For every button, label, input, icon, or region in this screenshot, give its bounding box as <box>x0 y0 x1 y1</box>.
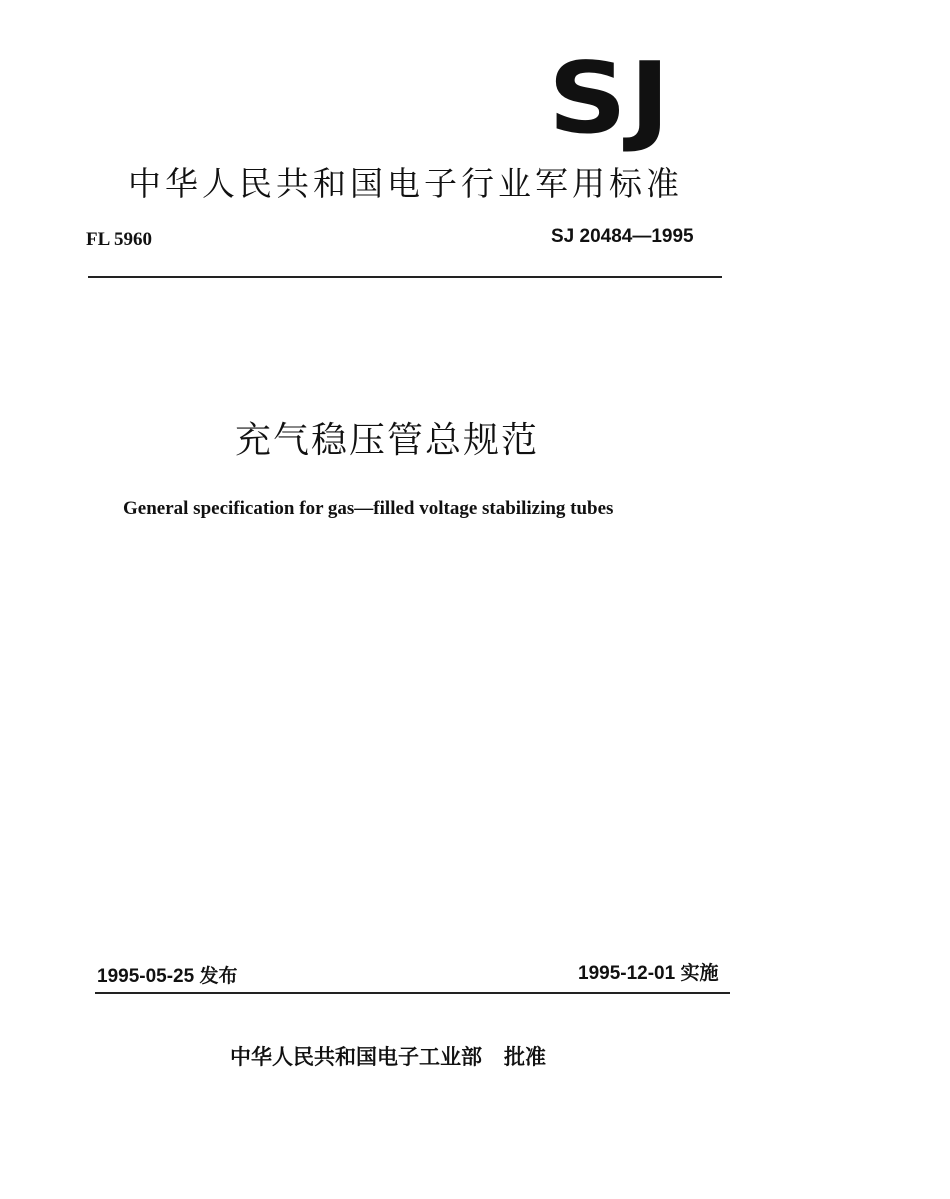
footer-divider <box>95 992 730 994</box>
document-title: 充气稳压管总规范 <box>235 420 540 461</box>
header-divider <box>88 276 722 278</box>
issue-date: 1995-05-25 发布 <box>97 966 238 987</box>
approving-authority: 中华人民共和国电子工业部 <box>230 1045 482 1069</box>
standard-number: SJ 20484—1995 <box>551 226 694 247</box>
document-english-title: General specification for gas—filled voltage stabilizing tubes <box>123 498 614 519</box>
standard-category-title: 中华人民共和国电子行业军用标准 <box>128 164 683 203</box>
sj-logo: SJ <box>548 42 673 156</box>
classification-code: FL 5960 <box>86 229 152 250</box>
approval-label: 批准 <box>504 1045 546 1069</box>
approval-line <box>230 1041 546 1071</box>
effective-date: 1995-12-01 实施 <box>578 963 719 984</box>
